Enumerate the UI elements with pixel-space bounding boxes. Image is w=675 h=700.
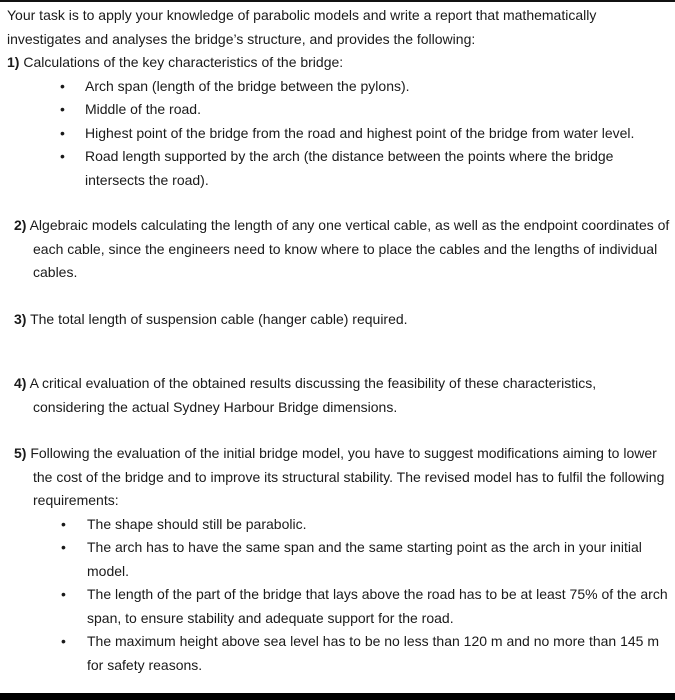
task-document: [7, 4, 671, 677]
section-1-number: 1): [7, 54, 20, 70]
section-5-bullet-4: • The maximum height above sea level has to be no less than 120 m and no more than 145 m for safety reasons.: [61, 633, 660, 673]
section-1: [7, 51, 671, 75]
section-3-number: 3): [14, 310, 27, 327]
section-5-bullet-3: • The length of the part of the bridge that lays above the road has to be at least 75% of the arch span, to ensure stability and adequate support for the road.: [61, 586, 668, 626]
section-2-number: 2): [14, 217, 27, 233]
section-5-number: 5): [14, 445, 27, 461]
section-5-bullet-2: • The arch has to have the same span and the same starting point as the arch in your initial model.: [61, 539, 642, 579]
section-1-text: Calculations of the key characteristics of the bridge:: [23, 54, 344, 70]
section-4-text: A critical evaluation of the obtained results discussing the feasibility of these characteristics, considering the actual Sydney Harbour Bridge dimensions.: [29, 375, 597, 415]
top-rule: [0, 0, 675, 2]
section-1-bullet-3: • Highest point of the bridge from the road and highest point of the bridge from water level.: [60, 124, 635, 141]
intro-paragraph: Your task is to apply your knowledge of parabolic models and write a report that mathematically investigates and analyses the bridge’s structure, and provides the following:: [7, 7, 597, 47]
section-4-number: 4): [14, 375, 27, 391]
section-4: [7, 372, 671, 419]
section-1-bullet-4: • Road length supported by the arch (the distance between the points where the bridge intersects the road).: [60, 148, 614, 188]
section-3-text: The total length of suspension cable (hanger cable) required.: [30, 310, 408, 327]
section-5-bullet-1: • The shape should still be parabolic.: [61, 515, 307, 532]
section-3: [7, 308, 671, 332]
section-2-text: Algebraic models calculating the length of any one vertical cable, as well as the endpoint coordinates of each cable, since the engineers need to know where to place the cables and the lengths of individual cables.: [29, 217, 670, 280]
bottom-rule: [0, 693, 675, 700]
section-1-bullet-1: • Arch span (length of the bridge between the pylons).: [60, 77, 410, 94]
section-1-bullet-2: • Middle of the road.: [60, 101, 201, 117]
section-2: [7, 214, 671, 285]
section-5: [7, 442, 671, 513]
section-5-text: Following the evaluation of the initial bridge model, you have to suggest modifications aiming to lower the cost of the bridge and to improve its structural stability. The revised model has to fulfil the following requirements:: [30, 445, 665, 508]
